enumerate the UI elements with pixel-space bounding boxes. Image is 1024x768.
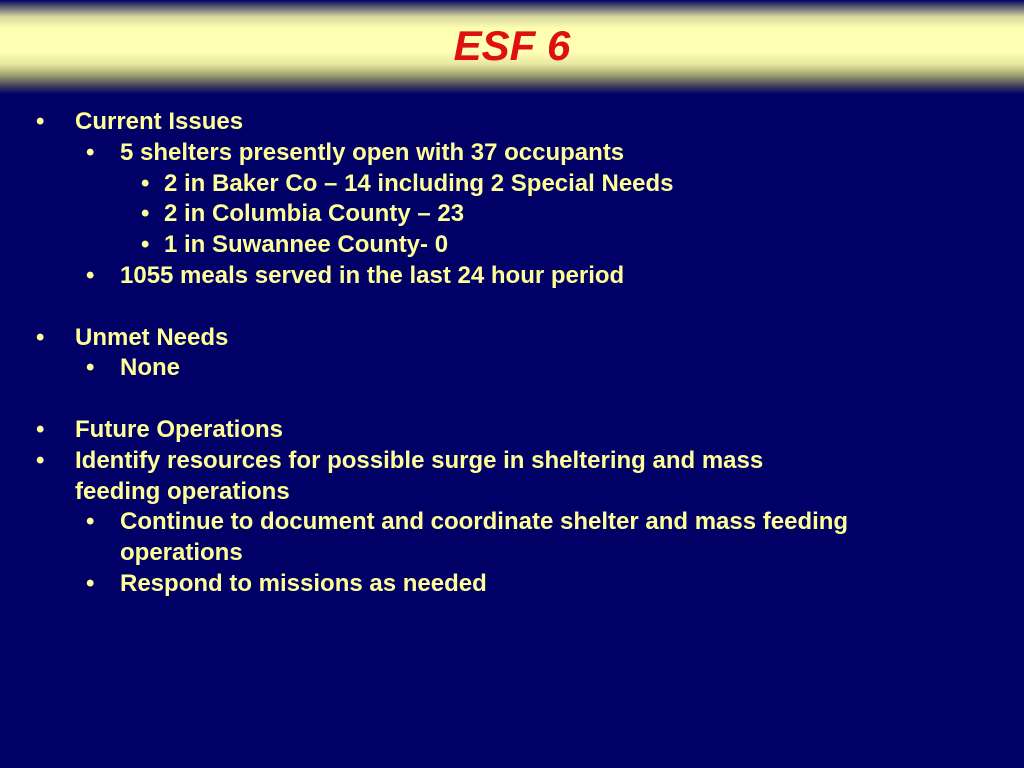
bullet-text: Continue to document and coordinate shelter and mass feeding: [120, 508, 849, 536]
bullet-text: 2 in Columbia County – 23: [164, 200, 465, 228]
bullet-marker: •: [141, 200, 150, 228]
bullet-text: Identify resources for possible surge in sheltering and mass: [75, 446, 764, 474]
bullet-future-operations: [0, 415, 1024, 446]
bullet-text: 1 in Suwannee County- 0: [164, 231, 449, 259]
slide-body: [0, 107, 1024, 600]
bullet-columbia: [0, 199, 1024, 230]
bullet-text: 1055 meals served in the last 24 hour period: [120, 261, 625, 289]
bullet-current-issues: [0, 107, 1024, 138]
bullet-marker: •: [36, 323, 45, 351]
bullet-text: None: [120, 354, 180, 382]
bullet-marker: •: [36, 415, 45, 443]
spacer: [0, 292, 1024, 323]
bullet-continue-document-cont: [0, 538, 1024, 569]
bullet-none: [0, 353, 1024, 384]
bullet-text: 5 shelters presently open with 37 occupants: [120, 138, 625, 166]
bullet-marker: •: [86, 508, 95, 536]
bullet-marker: •: [141, 231, 150, 259]
bullet-marker: •: [86, 138, 95, 166]
bullet-baker: [0, 169, 1024, 200]
bullet-text: Unmet Needs: [75, 323, 229, 351]
bullet-marker: •: [141, 169, 150, 197]
bullet-meals: [0, 261, 1024, 292]
bullet-marker: •: [86, 569, 95, 597]
bullet-respond-missions: [0, 569, 1024, 600]
bullet-marker: •: [36, 108, 45, 135]
bullet-text: Respond to missions as needed: [120, 569, 487, 597]
bullet-identify-resources: [0, 446, 1024, 477]
bullet-text: Future Operations: [75, 415, 284, 443]
bullet-unmet-needs: [0, 323, 1024, 354]
bullet-shelters-open: [0, 138, 1024, 169]
bullet-continue-document: [0, 507, 1024, 538]
bullet-marker: •: [86, 261, 95, 289]
bullet-identify-resources-cont: [0, 477, 1024, 508]
bullet-marker: •: [86, 354, 95, 382]
bullet-marker: •: [36, 446, 45, 474]
bullet-text: operations: [120, 539, 243, 567]
bullet-text: Current Issues: [75, 108, 244, 135]
spacer: [0, 384, 1024, 415]
slide-title: ESF 6: [453, 22, 571, 69]
bullet-text: 2 in Baker Co – 14 including 2 Special Needs: [164, 169, 674, 197]
bullet-suwannee: [0, 230, 1024, 261]
bullet-text: feeding operations: [75, 477, 290, 505]
